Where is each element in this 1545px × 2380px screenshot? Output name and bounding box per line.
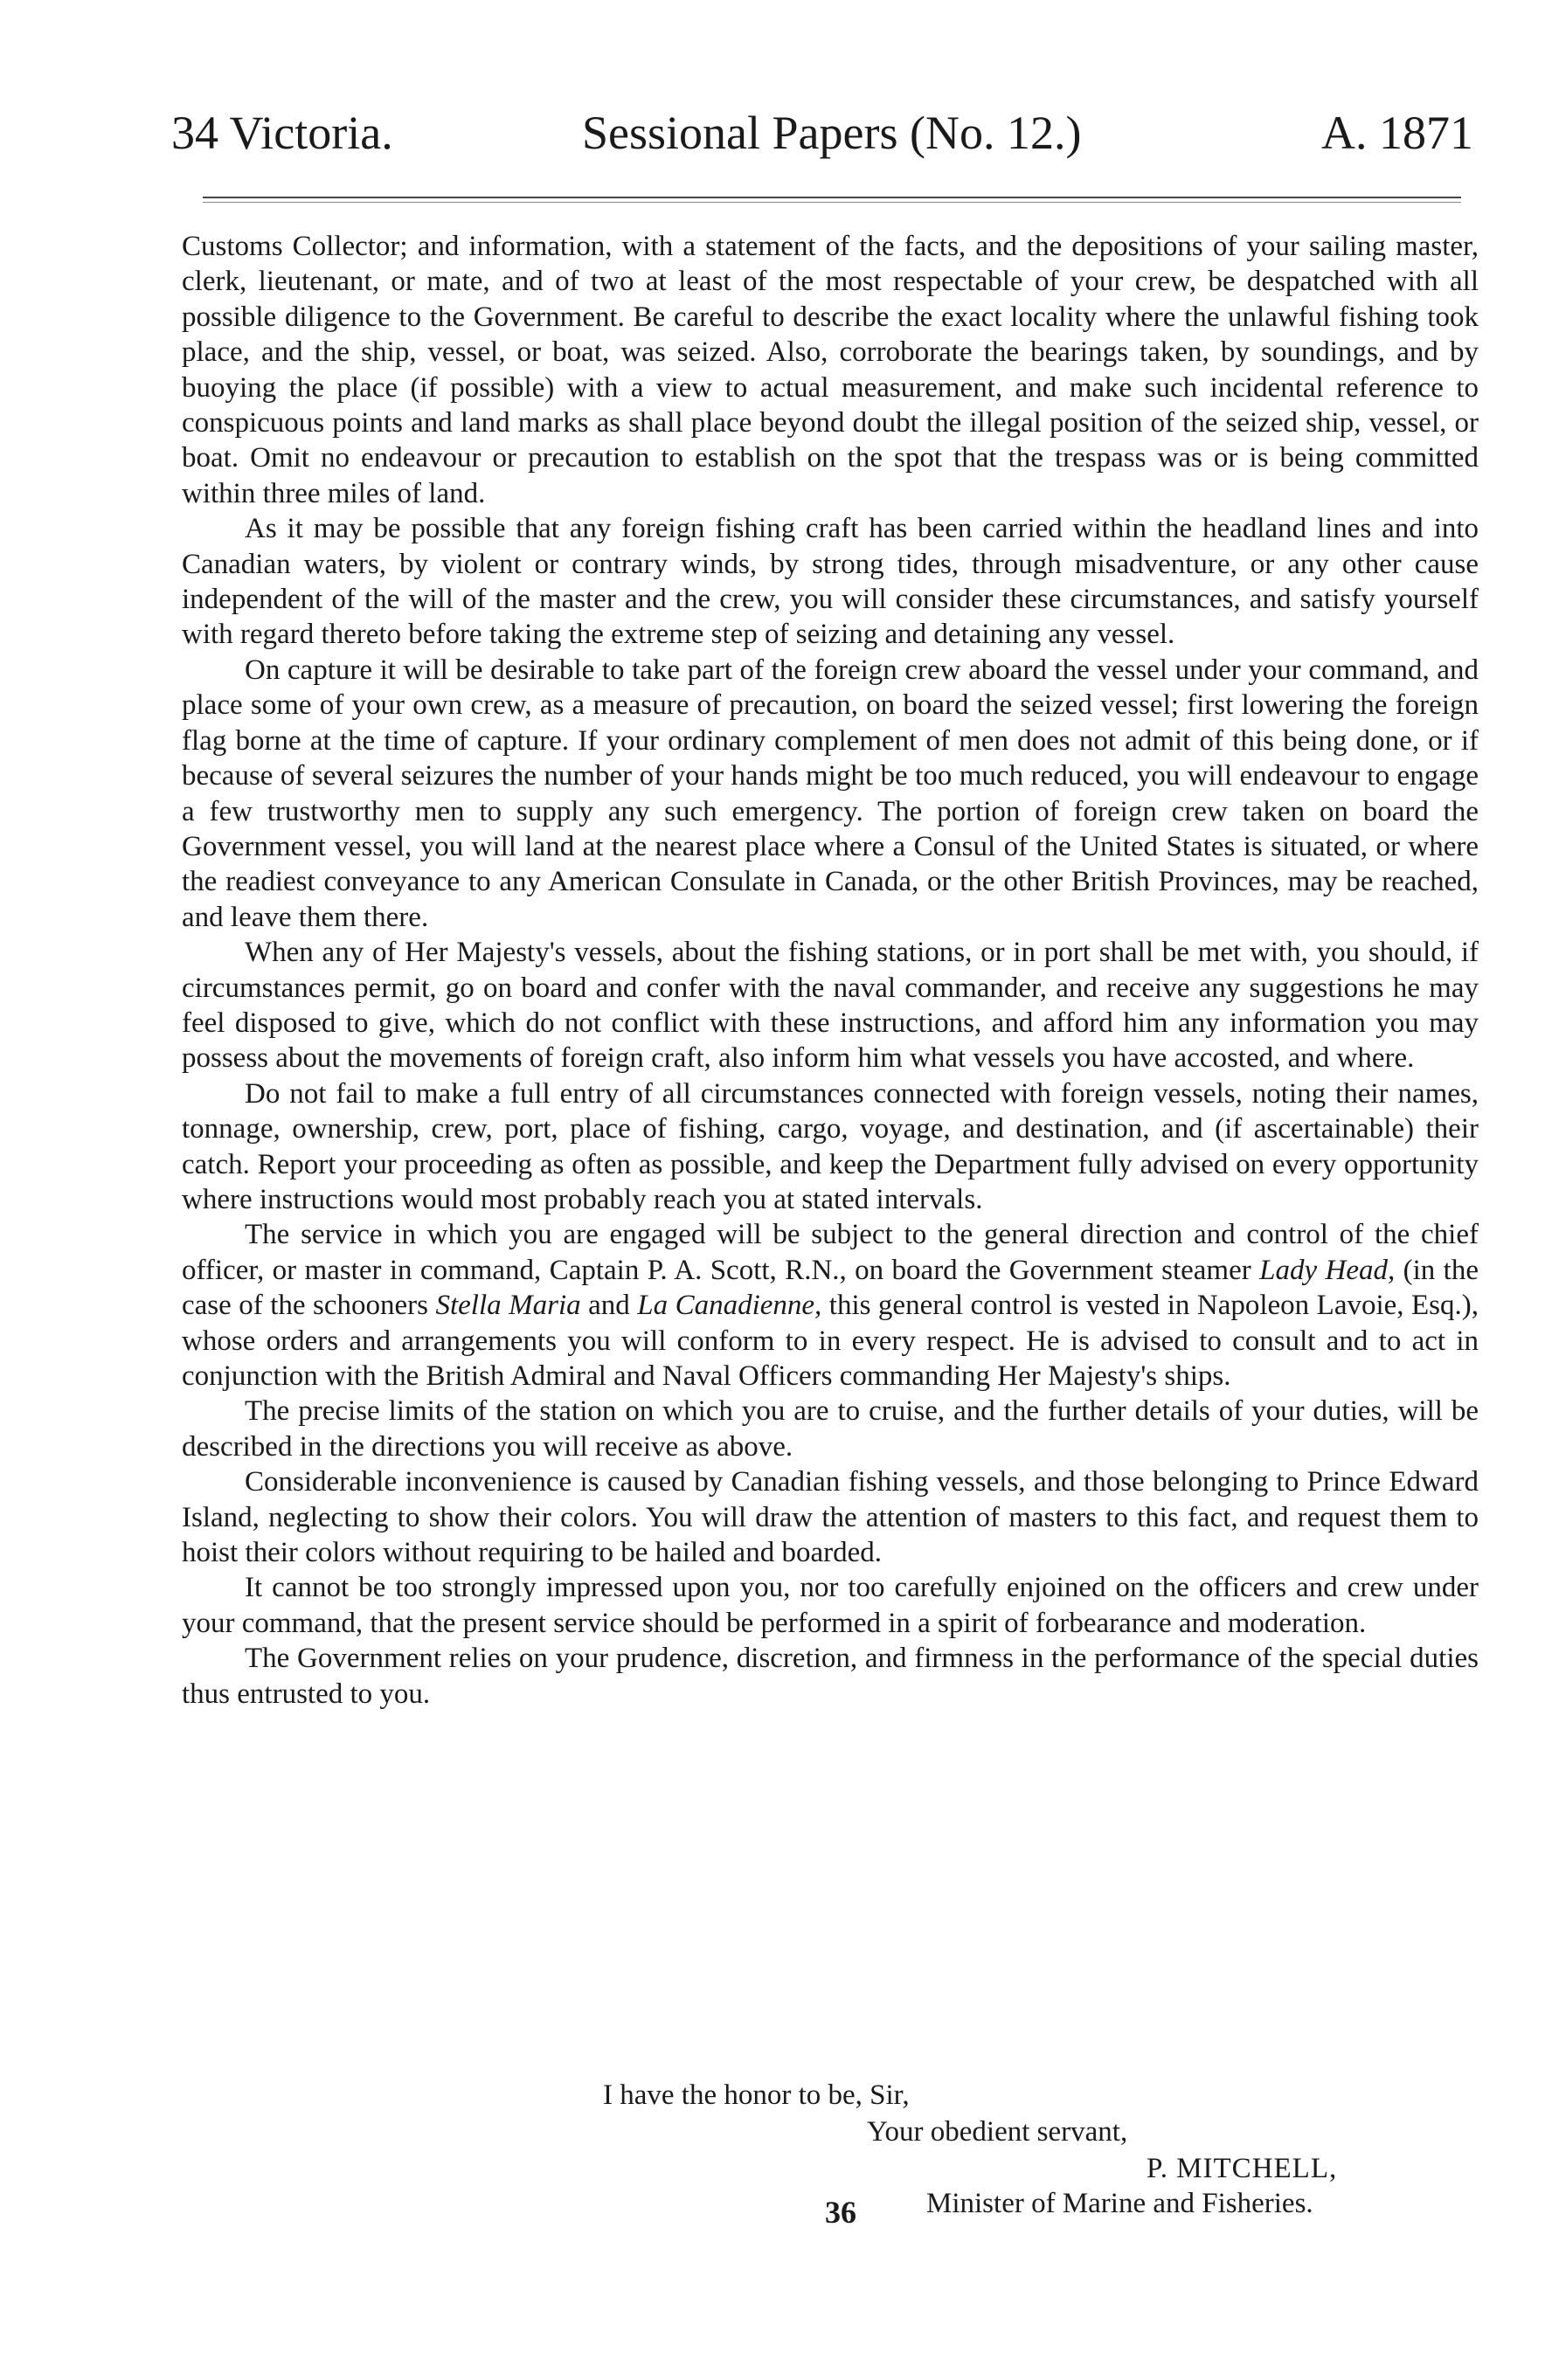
paragraph-text: (in the case of the schooners <box>182 1254 1479 1322</box>
paragraph: As it may be possible that any foreign fishing craft has been carried within the headland lines and into Canadian waters, by violent or contrary winds, by strong tides, through misadventure, or any other cause independent of the will of the master and the crew, you will consider these circumstances, and satisfy yourself with regard thereto before taking the extreme step of seizing and detaining any vessel. <box>182 513 1479 651</box>
paragraph: On capture it will be desirable to take part of the foreign crew aboard the vessel under your command, and place some of your own crew, as a measure of precaution, on board the seized vessel; first lowering the foreign flag borne at the time of capture. If your ordinary complement of men does not admit of this being done, or if because of several seizures the number of your hands might be too much reduced, you will endeavour to engage a few trustworthy men to supply any such emergency. The portion of foreign crew taken on board the Government vessel, you will land at the nearest place where a Consul of the United States is situated, or where the readiest conveyance to any American Consulate in Canada, or the other British Provinces, may be reached, and leave them there. <box>182 654 1479 933</box>
running-header <box>171 98 1473 168</box>
paragraph: The Government relies on your prudence, discretion, and firmness in the performance of the special duties thus entrusted to you. <box>182 1643 1479 1710</box>
body-text <box>182 229 1479 1712</box>
paragraph <box>182 1217 1479 1394</box>
header-title: Sessional Papers (No. 12.) <box>582 107 1082 159</box>
paragraph-text: The service in which you are engaged will be subject to the general direction and control of the chief officer, or master in command, Captain P. A. Scott, R.N., on board the Government steamer <box>182 1219 1479 1286</box>
header-rule <box>203 197 1461 203</box>
signature-title: Minister of Marine and Fisheries. <box>926 2188 1313 2219</box>
paragraph-text: and <box>580 1290 638 1322</box>
paragraph: The precise limits of the station on which you are to cruise, and the further details of your duties, will be described in the directions you will receive as above. <box>182 1395 1479 1463</box>
page-number: 36 <box>825 2195 856 2230</box>
ship-name: Stella Maria <box>435 1290 581 1322</box>
paragraph: Customs Collector; and information, with a statement of the facts, and the depositions of your sailing master, clerk, lieutenant, or mate, and of two at least of the most respectable of your crew, be despatched with all possible diligence to the Government. Be careful to describe the exact locality where the unlawful fishing took place, and the ship, vessel, or boat, was seized. Also, corroborate the bearings taken, by soundings, and by buoying the place (if possible) with a view to actual measurement, and make such incidental reference to conspicuous points and land marks as shall place beyond doubt the illegal position of the seized ship, vessel, or boat. Omit no endeavour or precaution to establish on the spot that the trespass was or is being committed within three miles of land. <box>182 231 1479 509</box>
paragraph: It cannot be too strongly impressed upon you, nor too carefully enjoined on the officers and crew under your command, that the present service should be performed in a spirit of forbearance and moderation. <box>182 1572 1479 1639</box>
paragraph: Do not fail to make a full entry of all circumstances connected with foreign vessels, noting their names, tonnage, ownership, crew, port, place of fishing, cargo, voyage, and destination, and (if ascertainable) their catch. Report your proceeding as often as possible, and keep the Department fully advised on every opportunity where instructions would most probably reach you at stated intervals. <box>182 1077 1479 1215</box>
paragraph-text: this general control is vested in Napoleon Lavoie, Esq.), whose orders and arrangements you will conform to in every respect. He is advised to consult and to act in conjunction with the British Admiral and Naval Officers commanding Her Majesty's ships. <box>182 1290 1479 1392</box>
header-volume: 34 Victoria. <box>171 107 393 159</box>
paragraph: Considerable inconvenience is caused by Canadian fishing vessels, and those belonging to Prince Edward Island, neglecting to show their colors. You will draw the attention of masters to this fact, and request them to hoist their colors without requiring to be hailed and boarded. <box>182 1466 1479 1569</box>
ship-name: Lady Head, <box>1259 1254 1396 1286</box>
paragraph: When any of Her Majesty's vessels, about the fishing stations, or in port shall be met with, you should, if circumstances permit, go on board and confer with the naval commander, and receive any suggestions he may feel disposed to give, which do not conflict with these instructions, and afford him any information you may possess about the movements of foreign craft, also inform him what vessels you have accosted, and where. <box>182 937 1479 1075</box>
closing-salutation: I have the honor to be, Sir, <box>603 2079 910 2111</box>
ship-name: La Canadienne, <box>637 1290 822 1322</box>
closing-servant: Your obedient servant, <box>867 2116 1128 2148</box>
signature-name: P. MITCHELL, <box>1147 2153 1338 2184</box>
header-year: A. 1871 <box>1321 107 1473 159</box>
